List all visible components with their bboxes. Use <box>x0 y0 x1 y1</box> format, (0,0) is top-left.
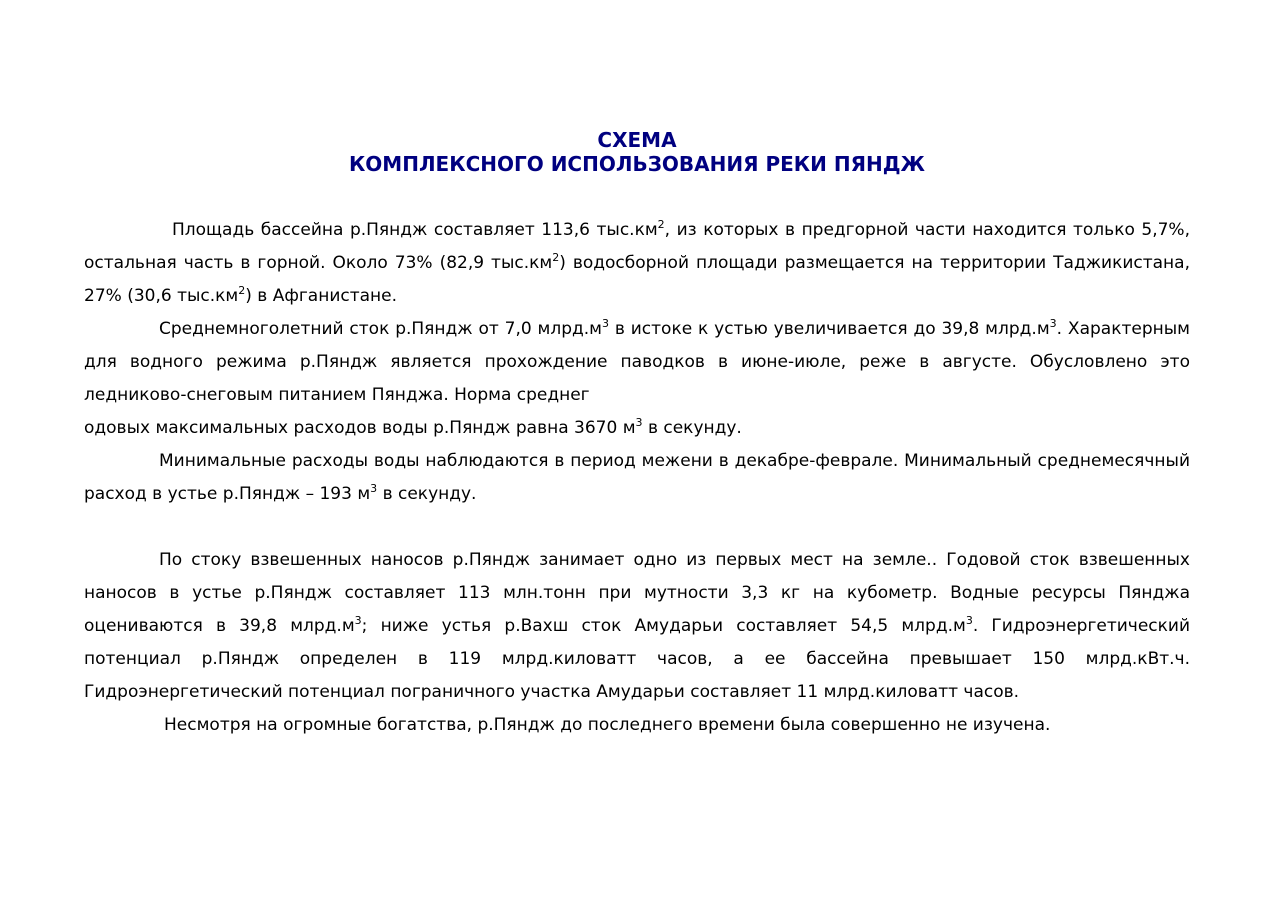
document-body <box>84 214 1190 742</box>
document-page <box>84 128 1190 742</box>
title-line-1: СХЕМА <box>597 128 677 152</box>
text-segment: Среднемноголетний сток р.Пяндж от 7,0 млрд.м <box>159 319 602 339</box>
superscript: 3 <box>370 482 378 495</box>
paragraph-spacer <box>84 511 1190 544</box>
superscript: 3 <box>965 614 973 627</box>
text-segment: По стоку взвешенных наносов р.Пяндж занимает одно из первых мест на земле.. Годовой сток взвешенных наносов в устье р.Пяндж составляет 113 млн.тонн при мутности 3,3 кг на кубометр. Водные ресурсы Пянджа оцениваются в 39,8 млрд.м <box>84 550 1190 636</box>
paragraph-min-discharge <box>84 445 1190 511</box>
text-segment: Минимальные расходы воды наблюдаются в период межени в декабре-феврале. Минимальный среднемесячный расход в устье р.Пяндж – 193 м <box>84 451 1190 504</box>
text-segment: ; ниже устья р.Вахш сток Амударьи составляет 54,5 млрд.м <box>361 616 966 636</box>
paragraph-sediment-and-hydropower <box>84 544 1190 709</box>
text-segment: в секунду. <box>377 484 477 504</box>
superscript: 2 <box>657 218 665 231</box>
superscript: 3 <box>354 614 362 627</box>
text-segment: одовых максимальных расходов воды р.Пяндж равна 3670 м <box>84 418 636 438</box>
text-segment: , из которых в предгорной части находится только 5,7%, остальная часть в горной. Около 73% (82,9 тыс.км <box>84 220 1190 273</box>
title-line-2: КОМПЛЕКСНОГО ИСПОЛЬЗОВАНИЯ РЕКИ ПЯНДЖ <box>348 152 926 176</box>
paragraph-conclusion <box>84 709 1190 742</box>
text-segment: . Гидроэнергетический потенциал р.Пяндж определен в 119 млрд.киловатт часов, а ее бассейна превышает 150 млрд.кВт.ч. Гидроэнергетический потенциал пограничного участка Амударьи составляет 11 млрд.киловатт часов. <box>84 616 1190 702</box>
text-segment: ) в Афганистане. <box>245 286 398 306</box>
document-title <box>84 128 1190 176</box>
text-segment: в секунду. <box>642 418 742 438</box>
text-segment: Несмотря на огромные богатства, р.Пяндж до последнего времени была совершенно не изучена. <box>164 715 1051 735</box>
superscript: 3 <box>602 317 609 330</box>
paragraph-runoff <box>84 313 1190 412</box>
text-segment: ) водосборной площади размещается на территории Таджикистана, 27% (30,6 тыс.км <box>84 253 1190 306</box>
superscript: 3 <box>635 416 643 429</box>
paragraph-max-discharge <box>84 412 1190 445</box>
superscript: 2 <box>238 284 246 297</box>
paragraph-basin-area <box>84 214 1190 313</box>
text-segment: Площадь бассейна р.Пяндж составляет 113,6 тыс.км <box>172 220 658 240</box>
text-segment: в истоке к устью увеличивается до 39,8 млрд.м <box>609 319 1050 339</box>
superscript: 2 <box>552 251 560 264</box>
text-segment: . Характерным для водного режима р.Пяндж является прохождение паводков в июне-июле, реже в августе. Обусловлено это ледниково-снеговым питанием Пянджа. Норма среднег <box>84 319 1190 405</box>
superscript: 3 <box>1049 317 1057 330</box>
